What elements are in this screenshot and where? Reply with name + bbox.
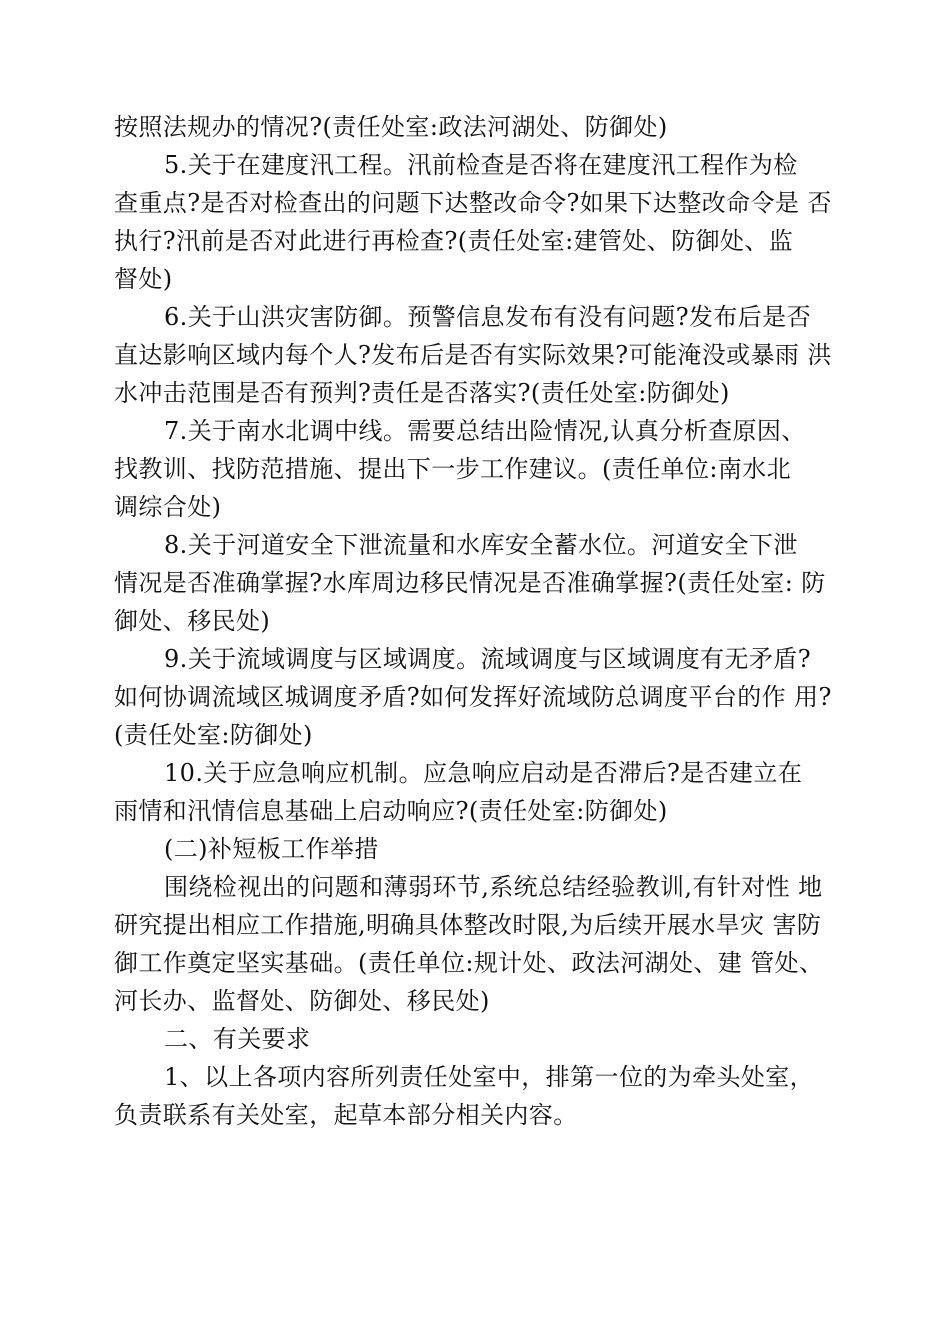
- text-line: 直达影响区域内每个人?发布后是否有实际效果?可能淹没或暴雨 洪: [114, 341, 832, 369]
- text-line: 9.关于流域调度与区域调度。流域调度与区域调度有无矛盾?: [164, 645, 811, 673]
- text-line: 水冲击范围是否有预判?责任是否落实?(责任处室:防御处): [114, 379, 730, 407]
- text-line: 御处、移民处): [114, 607, 271, 635]
- section-heading: 二、有关要求: [164, 1025, 311, 1053]
- text-line: 督处): [114, 265, 173, 293]
- section-heading: (二)补短板工作举措: [164, 835, 379, 863]
- text-line: 6.关于山洪灾害防御。预警信息发布有没有问题?发布后是否: [164, 303, 811, 331]
- text-line: 8.关于河道安全下泄流量和水库安全蓄水位。河道安全下泄: [164, 531, 798, 559]
- text-line: 10.关于应急响应机制。应急响应启动是否滞后?是否建立在: [164, 759, 803, 787]
- text-line: 按照法规办的情况?(责任处室:政法河湖处、防御处): [114, 113, 668, 141]
- text-line: 御工作奠定坚实基础。(责任单位:规计处、政法河湖处、建 管处、: [114, 949, 824, 977]
- text-line: 雨情和汛情信息基础上启动响应?(责任处室:防御处): [114, 797, 668, 825]
- text-line: 如何协调流域区城调度矛盾?如何发挥好流域防总调度平台的作 用?: [114, 683, 832, 711]
- text-line: 情况是否准确掌握?水库周边移民情况是否准确掌握?(责任处室: 防: [114, 569, 826, 597]
- text-line: 查重点?是否对检查出的问题下达整改命令?如果下达整改命令是 否: [114, 189, 832, 217]
- text-line: (责任处室:防御处): [114, 721, 313, 749]
- text-line: 7.关于南水北调中线。需要总结出险情况,认真分析查原因、: [164, 417, 806, 445]
- text-line: 1、以上各项内容所列责任处室中，排第一位的为牵头处室，: [164, 1063, 815, 1091]
- text-line: 河长办、监督处、防御处、移民处): [114, 987, 490, 1015]
- text-line: 执行?汛前是否对此进行再检查?(责任处室:建管处、防御处、监: [114, 227, 794, 255]
- text-line: 调综合处): [114, 493, 222, 521]
- text-line: 找教训、找防范措施、提出下一步工作建议。(责任单位:南水北: [114, 455, 792, 483]
- text-line: 5.关于在建度汛工程。汛前检查是否将在建度汛工程作为检: [164, 151, 798, 179]
- text-line: 围绕检视出的问题和薄弱环节,系统总结经验教训,有针对性 地: [164, 873, 823, 901]
- text-line: 负责联系有关处室，起草本部分相关内容。: [114, 1101, 578, 1129]
- text-line: 研究提出相应工作措施,明确具体整改时限,为后续开展水旱灾 害防: [114, 911, 822, 939]
